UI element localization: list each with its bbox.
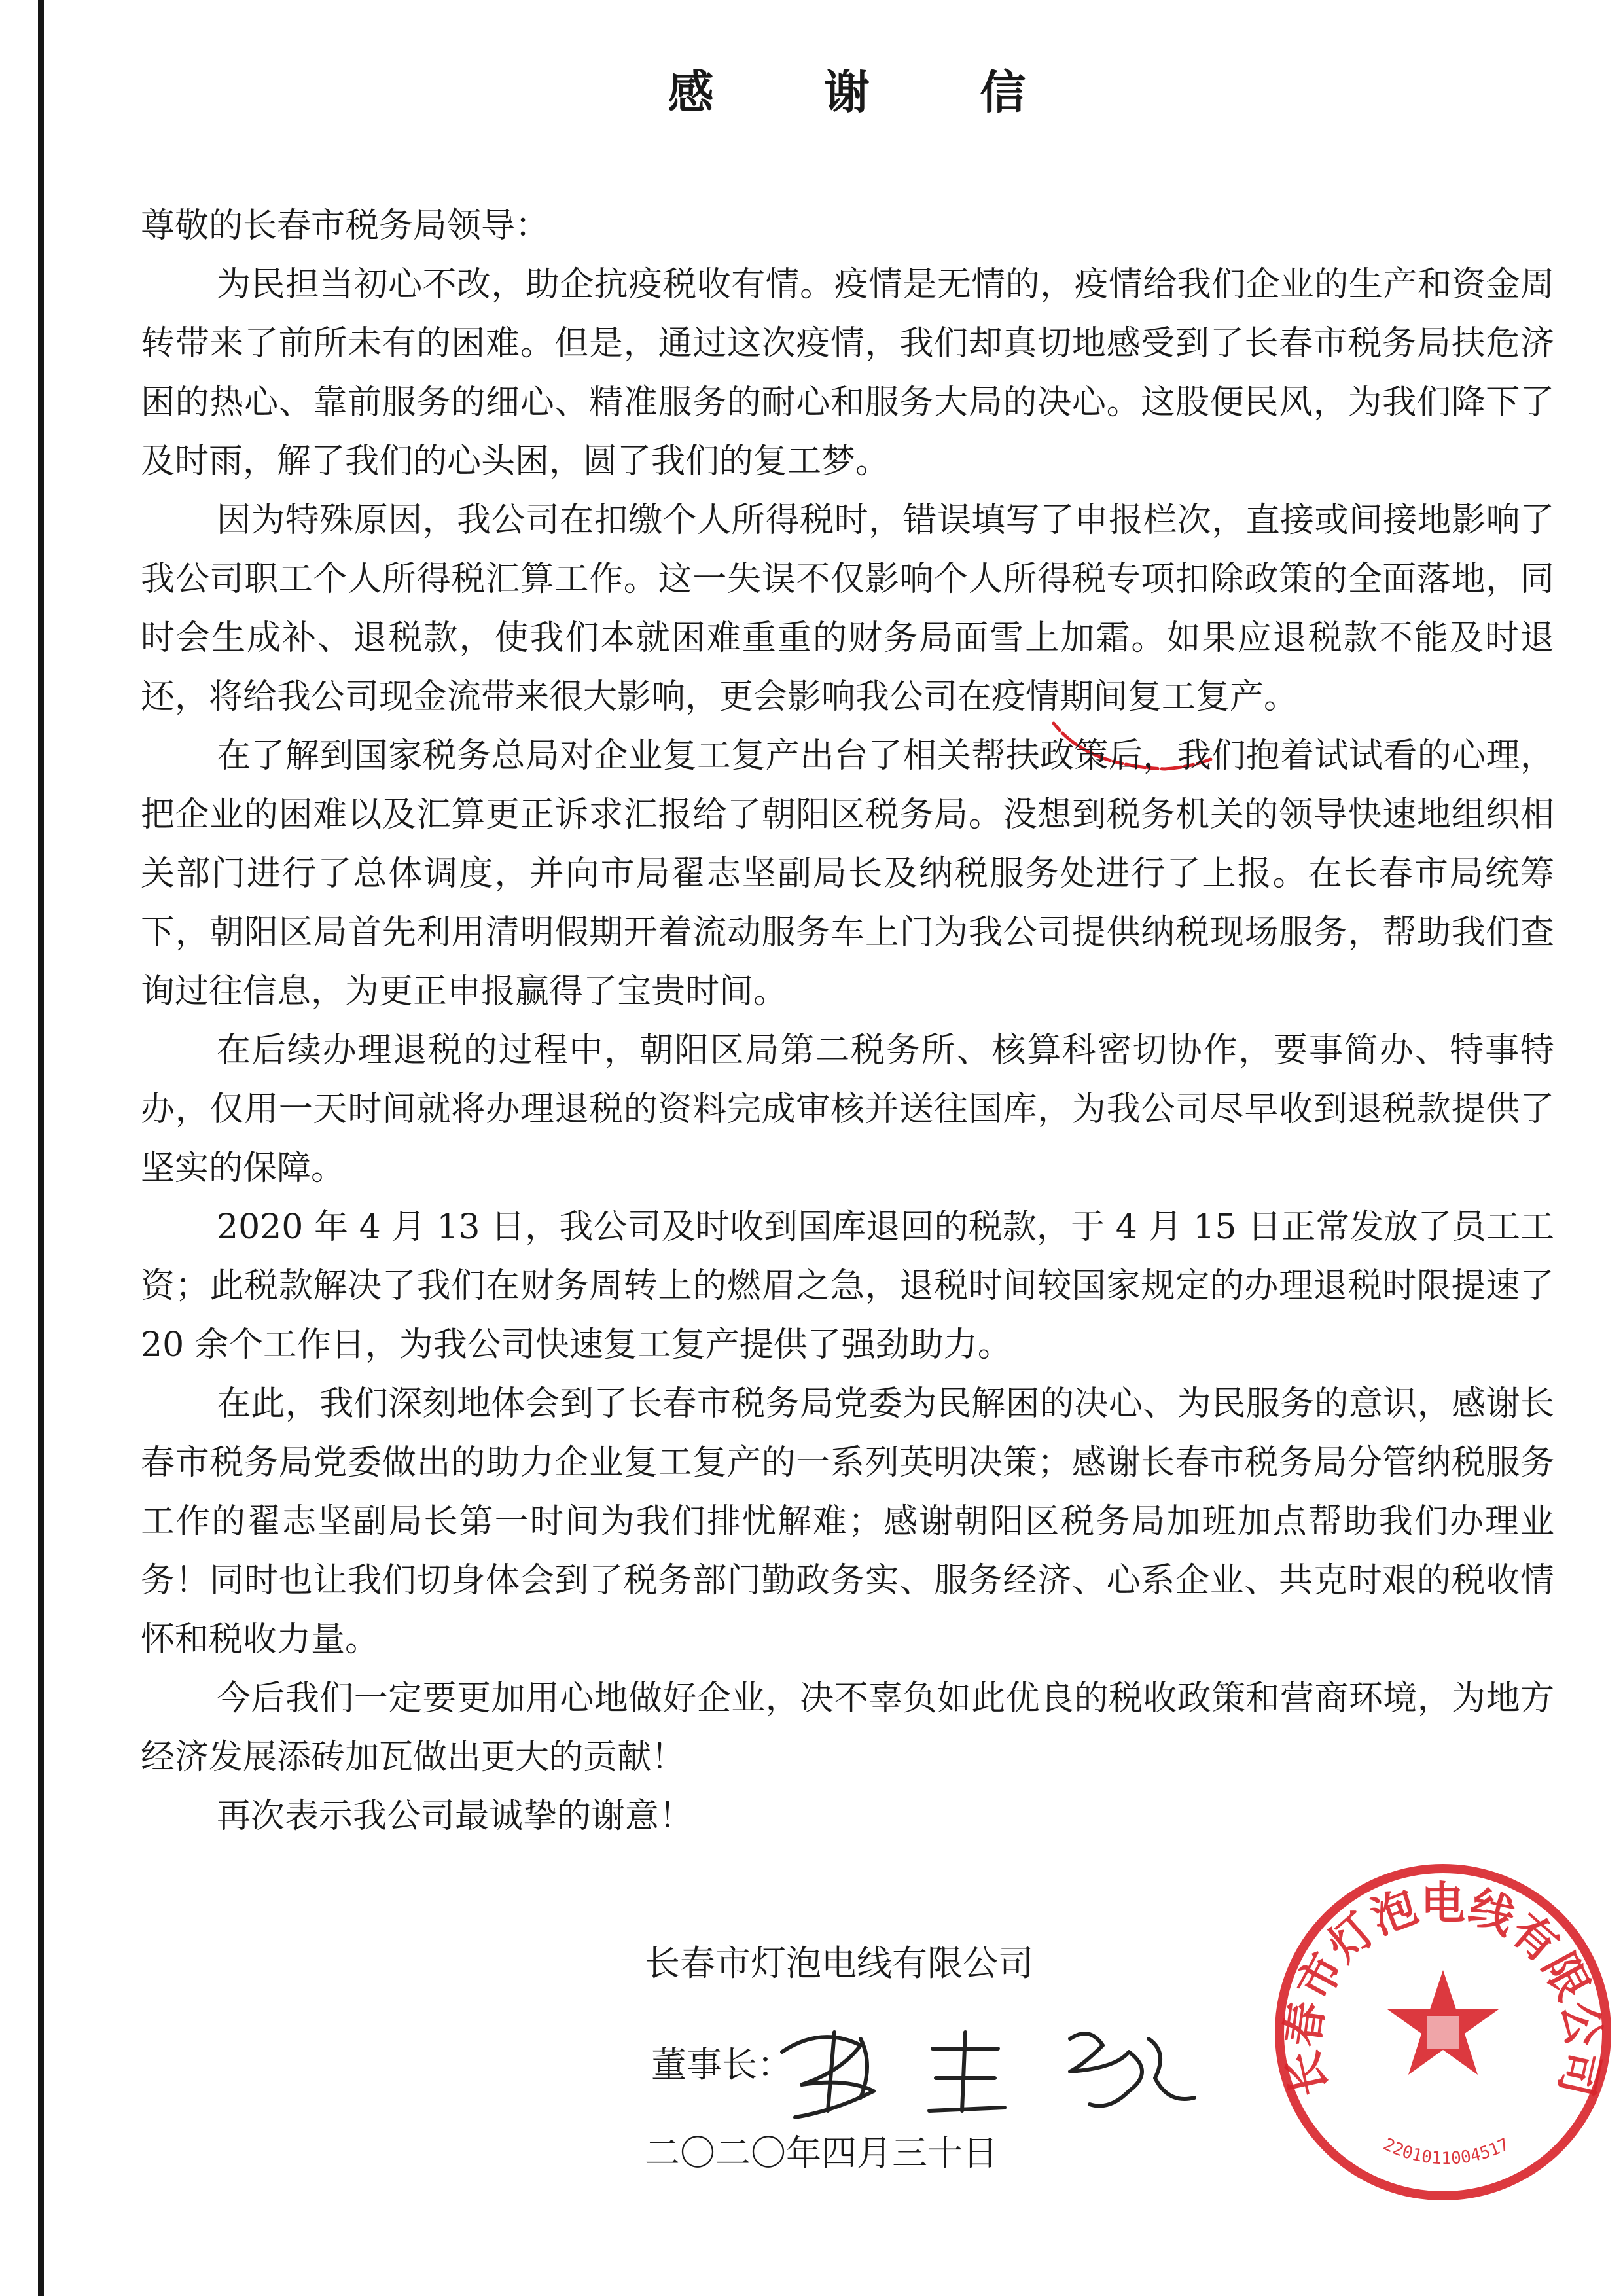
chairman-label: 董事长： xyxy=(651,2044,793,2085)
salutation: 尊敬的长春市税务局领导： xyxy=(141,206,550,245)
svg-text:长春市灯泡电线有限公司: 长春市灯泡电线有限公司 xyxy=(1276,1878,1610,2101)
company-seal xyxy=(1266,1856,1620,2209)
scan-edge xyxy=(38,0,44,2296)
paragraph: 因为特殊原因，我公司在扣缴个人所得税时，错误填写了申报栏次，直接或间接地影响了我公司职工个人所得税汇算工作。这一失误不仅影响个人所得税专项扣除政策的全面落地，同时会生成补、退税款，使我们本就困难重重的财务局面雪上加霜。如果应退税款不能及时退还，将给我公司现金流带来很大影响，更会影响我公司在疫情期间复工复产。 xyxy=(141,501,1554,717)
paragraph: 在后续办理退税的过程中，朝阳区局第二税务所、核算科密切协作，要事简办、特事特办，仅用一天时间就将办理退税的资料完成审核并送往国库，为我公司尽早收到退税款提供了坚实的保障。 xyxy=(141,1031,1554,1188)
handwritten-signature xyxy=(762,2013,1221,2124)
paragraph: 在此，我们深刻地体会到了长春市税务局党委为民解困的决心、为民服务的意识，感谢长春市税务局党委做出的助力企业复工复产的一系列英明决策；感谢长春市税务局分管纳税服务工作的翟志坚副局长第一时间为我们排忧解难；感谢朝阳区税务局加班加点帮助我们办理业务！同时也让我们切身体会到了税务部门勤政务实、服务经济、心系企业、共克时艰的税收情怀和税收力量。 xyxy=(141,1384,1554,1659)
signature-company: 长春市灯泡电线有限公司 xyxy=(645,1943,1033,1984)
paragraph: 2020 年 4 月 13 日，我公司及时收到国库退回的税款，于 4 月 15 日正常发放了员工工资；此税款解决了我们在财务周转上的燃眉之急，退税时间较国家规定的办理退税时限提速了 20 余个工作日，为我公司快速复工复产提供了强劲助力。 xyxy=(141,1208,1554,1365)
paragraph: 为民担当初心不改，助企抗疫税收有情。疫情是无情的，疫情给我们企业的生产和资金周转带来了前所未有的困难。但是，通过这次疫情，我们却真切地感受到了长春市税务局扶危济困的热心、靠前服务的细心、精准服务的耐心和服务大局的决心。这股便民风，为我们降下了及时雨，解了我们的心头困，圆了我们的复工梦。 xyxy=(141,265,1554,481)
signature-date: 二〇二〇年四月三十日 xyxy=(645,2132,998,2174)
paragraph: 再次表示我公司最诚挚的谢意！ xyxy=(217,1797,694,1836)
letter-title: 感 谢 信 xyxy=(668,65,1073,119)
letter-body xyxy=(141,255,1554,1846)
svg-text:2201011004517: 2201011004517 xyxy=(1380,2134,1512,2169)
paragraph: 今后我们一定要更加用心地做好企业，决不辜负如此优良的税收政策和营商环境，为地方经济发展添砖加瓦做出更大的贡献！ xyxy=(141,1679,1554,1777)
paragraph: 在了解到国家税务总局对企业复工复产出台了相关帮扶政策后，我们抱着试试看的心理，把企业的困难以及汇算更正诉求汇报给了朝阳区税务局。没想到税务机关的领导快速地组织相关部门进行了总体调度，并向市局翟志坚副局长及纳税服务处进行了上报。在长春市局统筹下，朝阳区局首先利用清明假期开着流动服务车上门为我公司提供纳税现场服务，帮助我们查询过往信息，为更正申报赢得了宝贵时间。 xyxy=(141,736,1554,1011)
